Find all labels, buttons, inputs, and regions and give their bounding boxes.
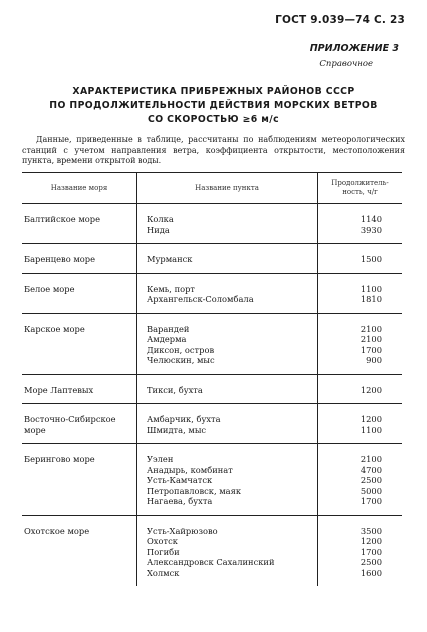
duration-value: 1200 [360, 384, 382, 395]
duration-value: 2500 [360, 557, 382, 567]
appendix-subtitle: Справочное [319, 59, 373, 69]
point-names-cell [137, 204, 318, 244]
table-row [22, 244, 402, 274]
point-names-cell [137, 244, 318, 274]
duration-value: 1700 [360, 344, 382, 355]
table-body [22, 204, 402, 587]
header-duration: Продолжитель-ность, ч/г [318, 173, 403, 204]
header-point: Название пункта [137, 173, 318, 204]
duration-value: 2100 [360, 454, 382, 464]
duration-value: 2100 [360, 323, 382, 334]
duration-value: 900 [366, 355, 382, 365]
point-name: Нагаева, бухта [147, 496, 213, 506]
intro-paragraph: Данные, приведенные в таблице, рассчитаны по наблюдениям метеорологических станций с учетом направления ветра, коэффициента открытости, местоположения пункта, времени открытой воды. [22, 135, 405, 165]
duration-values-cell [318, 404, 403, 444]
appendix-title: ПРИЛОЖЕНИЕ 3 [309, 43, 399, 54]
duration-values-cell [318, 444, 403, 516]
sea-name-cell: Балтийское море [22, 204, 137, 244]
point-name: Александровск Сахалинский [147, 557, 275, 567]
sea-name-cell: Белое море [22, 273, 137, 313]
point-name: Петропавловск, маяк [147, 485, 242, 496]
duration-value: 1100 [360, 283, 382, 294]
point-name: Охотск [147, 536, 178, 546]
sea-name-cell: Берингово море [22, 444, 137, 516]
point-name: Тикси, бухта [147, 384, 203, 395]
point-name: Кемь, порт [147, 283, 196, 294]
table-row [22, 204, 402, 244]
duration-value: 3930 [360, 224, 382, 235]
duration-value: 1700 [360, 496, 382, 506]
point-name: Челюскин, мыс [147, 355, 215, 365]
point-name: Нида [147, 224, 170, 235]
table-row [22, 313, 402, 374]
point-name: Варандей [147, 323, 190, 334]
point-name: Диксон, остров [147, 344, 215, 355]
point-names-cell [137, 515, 318, 586]
point-name: Амбарчик, бухта [147, 414, 221, 424]
sea-name-cell: Восточно-Сибирское море [22, 404, 137, 444]
point-names-cell [137, 404, 318, 444]
table-row [22, 444, 402, 516]
table-row [22, 374, 402, 404]
sea-name-cell: Охотское море [24, 525, 90, 536]
point-name: Уэлен [147, 454, 174, 464]
duration-values-cell [318, 273, 403, 313]
table-row [22, 273, 402, 313]
duration-value: 1200 [360, 536, 382, 546]
point-names-cell [137, 313, 318, 374]
header-sea: Название моря [22, 173, 137, 204]
point-name: Усть-Хайрюзово [147, 525, 218, 536]
duration-value: 1100 [360, 424, 382, 435]
duration-value: 1700 [360, 546, 382, 557]
duration-value: 4700 [360, 464, 382, 475]
sea-name-cell: Карское море [22, 313, 137, 374]
table-header-row [22, 173, 402, 204]
duration-values-cell [318, 204, 403, 244]
table-row [22, 515, 402, 586]
duration-value: 1500 [360, 254, 382, 264]
coastal-data-table [22, 172, 402, 586]
duration-values-cell [318, 244, 403, 274]
duration-values-cell [318, 374, 403, 404]
duration-value: 2500 [360, 475, 382, 485]
duration-value: 3500 [360, 525, 382, 536]
point-name: Погиби [147, 546, 180, 557]
point-name: Анадырь, комбинат [147, 464, 233, 475]
document-title [20, 85, 407, 127]
duration-value: 1600 [360, 567, 382, 578]
point-name: Усть-Камчатск [147, 475, 213, 485]
point-name: Амдерма [147, 334, 187, 344]
duration-value: 2100 [360, 334, 382, 344]
point-name: Архангельск-Соломбала [147, 294, 254, 304]
sea-name-cell: Баренцево море [22, 244, 137, 274]
duration-values-cell [318, 313, 403, 374]
page-header: ГОСТ 9.039—74 С. 23 [275, 14, 405, 26]
point-names-cell [137, 444, 318, 516]
title-line: СО СКОРОСТЬЮ ≥6 м/с [147, 114, 279, 125]
point-name: Шмидта, мыс [147, 424, 207, 435]
point-names-cell [137, 273, 318, 313]
point-name: Мурманск [147, 254, 193, 264]
table-row [22, 404, 402, 444]
duration-value: 1810 [360, 294, 382, 304]
sea-name-cell: Море Лаптевых [22, 374, 137, 404]
duration-values-cell [318, 515, 403, 586]
title-line: ХАРАКТЕРИСТИКА ПРИБРЕЖНЫХ РАЙОНОВ СССР [72, 86, 355, 97]
point-name: Холмск [147, 567, 180, 578]
duration-value: 5000 [360, 485, 382, 496]
point-name: Колка [147, 214, 174, 224]
title-line: ПО ПРОДОЛЖИТЕЛЬНОСТИ ДЕЙСТВИЯ МОРСКИХ ВЕТРОВ [49, 100, 378, 111]
point-names-cell [137, 374, 318, 404]
duration-value: 1140 [360, 214, 382, 224]
duration-value: 1200 [360, 414, 382, 424]
